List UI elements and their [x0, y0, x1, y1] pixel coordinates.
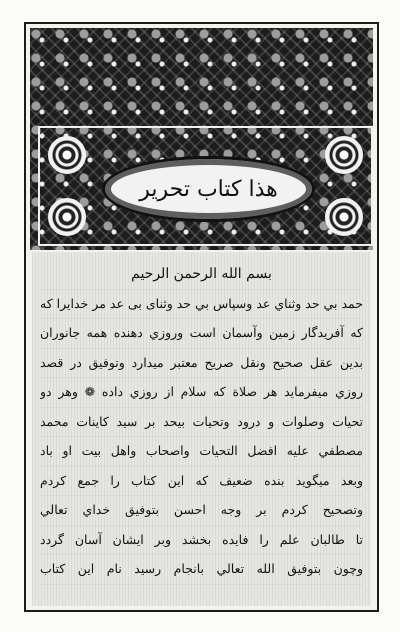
text-line: حمد بي حد وثناي عد وسپاس بي حد وثنای بی عد مر خدايرا كه	[40, 290, 363, 320]
text-line: وبعد ميگويد بنده ضعيف كه اين كتاب را جمع كردم	[40, 467, 363, 497]
text-line: وچون بتوفيق الله تعالي بانجام رسيد نام اين كتاب	[40, 555, 363, 585]
title-cartouche	[102, 156, 315, 222]
manuscript-page	[24, 22, 379, 612]
text-body	[32, 252, 371, 606]
text-line: بدين عقل صحيح ونقل صريح معتبر ميدارد وتوفيق در قصد	[40, 349, 363, 379]
basmala-line: بسم الله الرحمن الرحيم	[40, 260, 363, 290]
text-line: تحيات وصلوات و درود وتحيات بيحد بر سيد كاينات محمد	[40, 408, 363, 438]
text-line: كه آفريدگار زمين وآسمان است وروزي دهنده همه جانوران	[40, 319, 363, 349]
text-line: روزي ميفرمايد هر صلاة كه سلام از روزي داده ❁ وهر دو	[40, 378, 363, 408]
rosette-ornament	[325, 198, 363, 236]
text-line: تا طالبان علم را فايده بخشد وبر ايشان آسان گردد	[40, 526, 363, 556]
illuminated-header	[30, 28, 373, 250]
ornamental-border-top	[34, 32, 377, 122]
rosette-ornament	[48, 136, 86, 174]
text-line: وتصحيح كردم بر وجه احسن بتوفيق خداي تعالي	[40, 496, 363, 526]
rosette-ornament	[325, 136, 363, 174]
manuscript-title: هذا كتاب تحرير	[139, 176, 278, 202]
rosette-ornament	[48, 198, 86, 236]
cartouche-panel	[38, 126, 373, 246]
text-line: مصطفي عليه افضل التحيات واصحاب واهل بيت او باد	[40, 437, 363, 467]
